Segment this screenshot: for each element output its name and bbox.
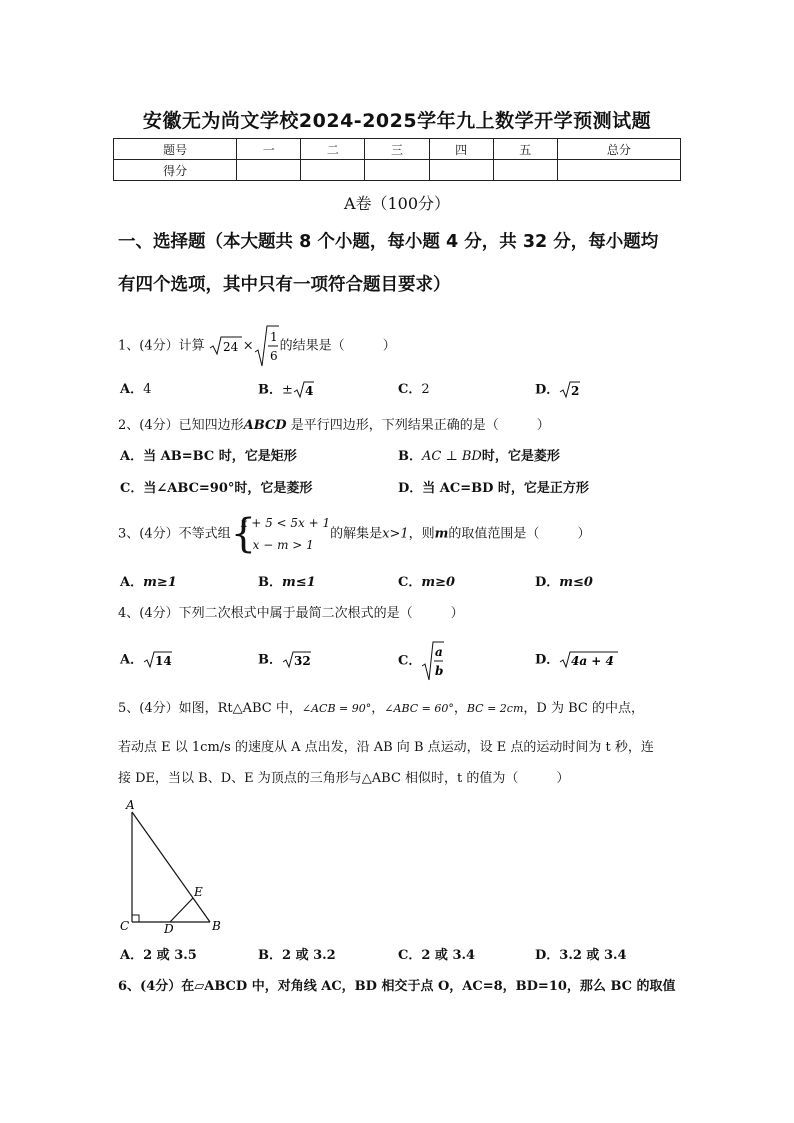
score-cell[interactable] — [493, 160, 557, 181]
q2-option-b[interactable]: B．AC ⊥ BD时，它是菱形 — [398, 449, 560, 464]
q3-option-c[interactable]: C．m≥0 — [398, 575, 456, 590]
q1-option-b[interactable]: B．± 4 — [258, 380, 315, 401]
exam-title: 安徽无为尚文学校2024-2025学年九上数学开学预测试题 — [142, 110, 652, 132]
part1-heading-line1: 一、选择题（本大题共 8 个小题，每小题 4 分，共 32 分，每小题均 — [118, 232, 659, 252]
score-cell[interactable] — [557, 160, 680, 181]
question-5-line2: 若动点 E 以 1cm/s 的速度从 A 点出发，沿 AB 向 B 点运动，设 E 点的运动时间为 t 秒，连 — [118, 740, 654, 755]
q1-option-d[interactable]: D． 2 — [535, 380, 581, 401]
q4-option-c-sqrt-fraction — [421, 640, 445, 682]
q5-option-d[interactable]: D．3.2 或 3.4 — [535, 948, 627, 963]
svg-text:b: b — [435, 664, 444, 678]
q1-option-d-sqrt — [559, 380, 581, 400]
q4-option-a[interactable]: A． 14 — [120, 650, 173, 671]
q2-option-d[interactable]: D．当 AC=BD 时，它是正方形 — [398, 481, 589, 496]
svg-text:2: 2 — [571, 384, 580, 398]
q4-option-b[interactable]: B． 32 — [258, 650, 312, 671]
score-header-cell: 五 — [493, 139, 557, 160]
score-header-cell: 二 — [301, 139, 365, 160]
q5-option-c[interactable]: C．2 或 3.4 — [398, 948, 476, 963]
label-c: C — [120, 919, 130, 933]
svg-text:a: a — [435, 645, 444, 659]
svg-text:4a + 4: 4a + 4 — [571, 654, 615, 668]
q4-option-b-sqrt — [282, 650, 312, 670]
q2-option-c[interactable]: C．当∠ABC=90°时，它是菱形 — [120, 481, 313, 496]
score-header-cell: 总分 — [557, 139, 680, 160]
q1-option-b-sqrt — [293, 380, 315, 400]
q5-triangle-figure — [118, 798, 228, 933]
score-header-cell: 题号 — [114, 139, 237, 160]
score-table-score-row — [114, 160, 681, 181]
q3-option-b[interactable]: B．m≤1 — [258, 575, 316, 590]
q3-option-a[interactable]: A．m≥1 — [120, 575, 177, 590]
q4-option-d-sqrt — [559, 650, 619, 670]
q1-suffix: 的结果是（ — [279, 338, 345, 354]
q1-prefix: 1、(4分）计算 — [118, 338, 205, 354]
svg-text:14: 14 — [155, 654, 172, 668]
q1-option-a[interactable]: A．4 — [120, 382, 152, 397]
q2-option-a[interactable]: A．当 AB=BC 时，它是矩形 — [120, 449, 297, 464]
question-5-line1: 5、(4分）如图，Rt△ABC 中，∠ACB = 90°，∠ABC = 60°，BC = 2cm，D 为 BC 的中点， — [118, 701, 644, 716]
score-header-cell: 一 — [237, 139, 301, 160]
q1-frac-num: 1 — [269, 330, 278, 344]
q1-close: ） — [382, 338, 396, 354]
score-cell[interactable] — [237, 160, 301, 181]
q1-sqrt-fraction — [254, 324, 280, 368]
q1-radicand-24: 24 — [222, 340, 239, 354]
q1-sqrt-24 — [209, 335, 243, 357]
score-cell[interactable] — [429, 160, 493, 181]
label-d: D — [164, 922, 174, 933]
inequality-system: { x + 5 < 5x + 1 x − m > 1 — [230, 511, 331, 557]
question-5-line3: 接 DE，当以 B、D、E 为顶点的三角形与△ABC 相似时，t 的值为（ ） — [118, 771, 570, 786]
question-1 — [118, 324, 678, 368]
q4-option-d[interactable]: D． 4a + 4 — [535, 650, 619, 671]
score-header-cell: 三 — [365, 139, 429, 160]
question-3: 3、(4分）不等式组 { x + 5 < 5x + 1 x − m > 1 的解集是x>1，则m的取值范围是（ ） — [118, 511, 591, 557]
q5-option-b[interactable]: B．2 或 3.2 — [258, 948, 336, 963]
question-2: 2、(4分）已知四边形ABCD 是平行四边形，下列结果正确的是（ ） — [118, 418, 550, 433]
svg-text:4: 4 — [304, 384, 314, 398]
score-table-header-row — [114, 139, 681, 160]
q3-option-d[interactable]: D．m≤0 — [535, 575, 593, 590]
right-angle-mark — [132, 915, 139, 922]
part1-heading-line2: 有四个选项，其中只有一项符合题目要求） — [118, 275, 451, 295]
score-row-label: 得分 — [114, 160, 237, 181]
segment-ab — [132, 812, 210, 922]
q4-option-a-sqrt — [143, 650, 173, 670]
times-sign: × — [242, 338, 254, 354]
label-e: E — [194, 885, 203, 899]
q1-option-c[interactable]: C．2 — [398, 382, 430, 397]
q1-frac-den: 6 — [269, 349, 278, 363]
q5-option-a[interactable]: A．2 或 3.5 — [120, 948, 197, 963]
question-4: 4、(4分）下列二次根式中属于最简二次根式的是（ ） — [118, 606, 464, 621]
svg-text:32: 32 — [294, 654, 311, 668]
score-cell[interactable] — [301, 160, 365, 181]
score-cell[interactable] — [365, 160, 429, 181]
inequality-1: x + 5 < 5x + 1 — [240, 516, 331, 530]
question-6: 6、(4分）在▱ABCD 中，对角线 AC，BD 相交于点 O，AC=8，BD=10，那么 BC 的取值 — [118, 979, 676, 994]
score-header-cell: 四 — [429, 139, 493, 160]
score-table — [113, 138, 681, 181]
q4-option-c[interactable]: C． a b — [398, 640, 445, 682]
label-b: B — [212, 919, 221, 933]
section-a-title: A卷（100分） — [343, 194, 451, 213]
segment-de — [170, 898, 193, 922]
inequality-2: x − m > 1 — [252, 538, 314, 552]
label-a: A — [126, 798, 135, 812]
q2-figure-name: ABCD — [243, 418, 287, 433]
